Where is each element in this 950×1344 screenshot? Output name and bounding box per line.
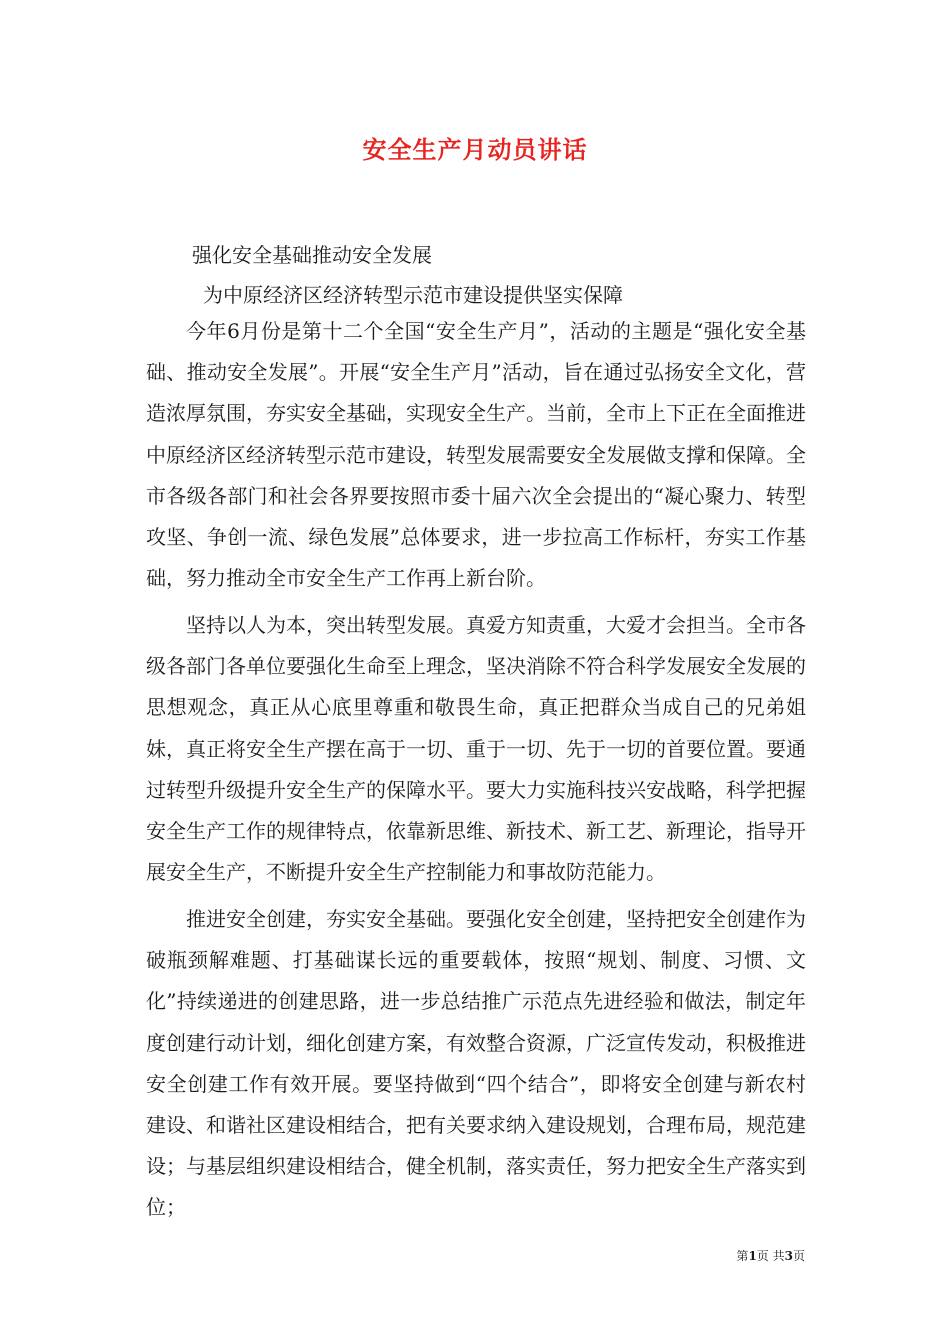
total-pages-number: 3 — [784, 1249, 793, 1263]
footer-middle: 页 共 — [756, 1249, 785, 1263]
paragraph-2: 坚持以人为本，突出转型发展。真爱方知责重，大爱才会担当。全市各级各部门各单位要强化生命至上理念，坚决消除不符合科学发展安全发展的思想观念，真正从心底里尊重和敬畏生命，真正把群众当成自己的兄弟姐妹，真正将安全生产摆在高于一切、重于一切、先于一切的首要位置。要通过转型升级提升安全生产的保障水平。要大力实施科技兴安战略，科学把握安全生产工作的规律特点，依靠新思维、新技术、新工艺、新理论，指导开展安全生产，不断提升安全生产控制能力和事故防范能力。 — [146, 613, 806, 885]
document-title: 安全生产月动员讲话 — [362, 135, 588, 164]
subtitle-1: 强化安全基础推动安全发展 — [192, 243, 432, 267]
page-number-footer — [736, 1247, 805, 1265]
paragraph-3: 推进安全创建，夯实安全基础。要强化安全创建，坚持把安全创建作为破瓶颈解难题、打基础谋长远的重要载体，按照“规划、制度、习惯、文化”持续递进的创建思路，进一步总结推广示范点先进经验和做法，制定年度创建行动计划，细化创建方案，有效整合资源，广泛宣传发动，积极推进安全创建工作有效开展。要坚持做到“四个结合”，即将安全创建与新农村建设、和谐社区建设相结合，把有关要求纳入建设规划，合理布局，规范建设；与基层组织建设相结合，健全机制，落实责任，努力把安全生产落实到位； — [146, 907, 806, 1220]
current-page-number: 1 — [748, 1249, 757, 1263]
footer-suffix: 页 — [792, 1249, 805, 1263]
subtitle-2: 为中原经济区经济转型示范市建设提供坚实保障 — [203, 283, 623, 307]
footer-prefix: 第 — [736, 1249, 749, 1263]
paragraph-1: 今年6月份是第十二个全国“安全生产月”，活动的主题是“强化安全基础、推动安全发展”。开展“安全生产月”活动，旨在通过弘扬安全文化，营造浓厚氛围，夯实安全基础，实现安全生产。当前，全市上下正在全面推进中原经济区经济转型示范市建设，转型发展需要安全发展做支撑和保障。全市各级各部门和社会各界要按照市委十届六次全会提出的“凝心聚力、转型攻坚、争创一流、绿色发展”总体要求，进一步拉高工作标杆，夯实工作基础，努力推动全市安全生产工作再上新台阶。 — [146, 319, 806, 591]
